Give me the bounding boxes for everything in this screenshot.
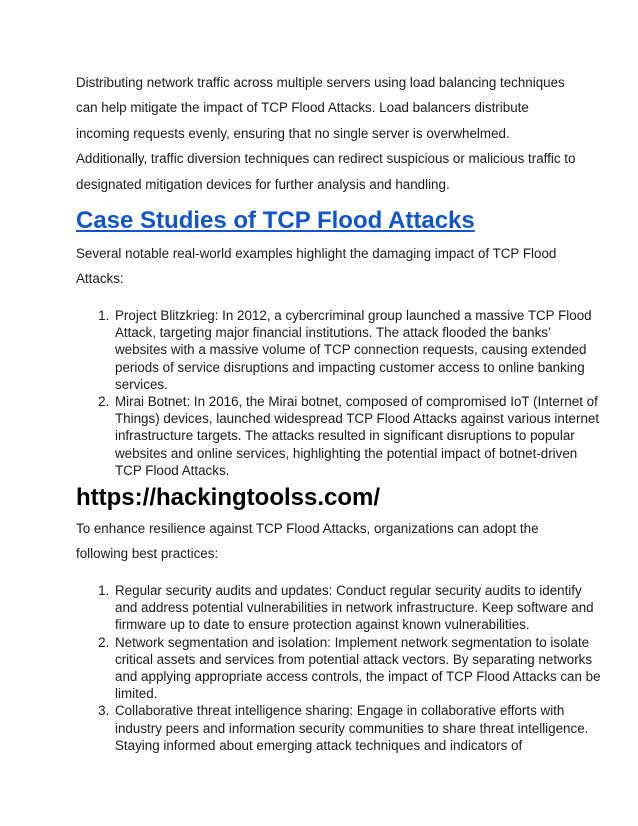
case-studies-list	[76, 307, 603, 479]
list-item: 1. Project Blitzkrieg: In 2012, a cybercriminal group launched a massive TCP Flood Attack, targeting major financial institutions. The attack flooded the banks’ websites with a massive volume of TCP connection requests, causing extended periods of service disruptions and impacting customer access to online banking services.	[113, 307, 603, 393]
site-url-heading: https://hackingtoolss.com/	[76, 484, 381, 511]
list-item: 1. Regular security audits and updates: Conduct regular security audits to identify and address potential vulnerabilities in network infrastructure. Keep software and firmware up to date to ensure protection against known vulnerabilities.	[113, 582, 603, 634]
list-item: 3. Collaborative threat intelligence sharing: Engage in collaborative efforts with industry peers and information security communities to share threat intelligence. Staying informed about emerging attack techniques and indicators of	[113, 702, 603, 754]
list-item: 2. Network segmentation and isolation: Implement network segmentation to isolate critical assets and services from potential attack vectors. By separating networks and applying appropriate access controls, the impact of TCP Flood Attacks can be limited.	[113, 634, 603, 703]
best-practices-list	[76, 582, 603, 754]
best-practices-intro: To enhance resilience against TCP Flood Attacks, organizations can adopt the following best practices:	[76, 521, 539, 562]
intro-paragraph: Distributing network traffic across multiple servers using load balancing techniques can help mitigate the impact of TCP Flood Attacks. Load balancers distribute incoming requests evenly, ensuring that no single server is overwhelmed. Additionally, traffic diversion techniques can redirect suspicious or malicious traffic to designated mitigation devices for further analysis and handling.	[76, 75, 576, 192]
case-studies-heading-link[interactable]: Case Studies of TCP Flood Attacks	[76, 207, 475, 234]
case-studies-intro: Several notable real-world examples highlight the damaging impact of TCP Flood Attacks:	[76, 246, 557, 287]
list-item: 2. Mirai Botnet: In 2016, the Mirai botnet, composed of compromised IoT (Internet of Things) devices, launched widespread TCP Flood Attacks against various internet infrastructure targets. The attacks resulted in significant disruptions to popular websites and online services, highlighting the potential impact of botnet-driven TCP Flood Attacks.	[113, 393, 603, 479]
